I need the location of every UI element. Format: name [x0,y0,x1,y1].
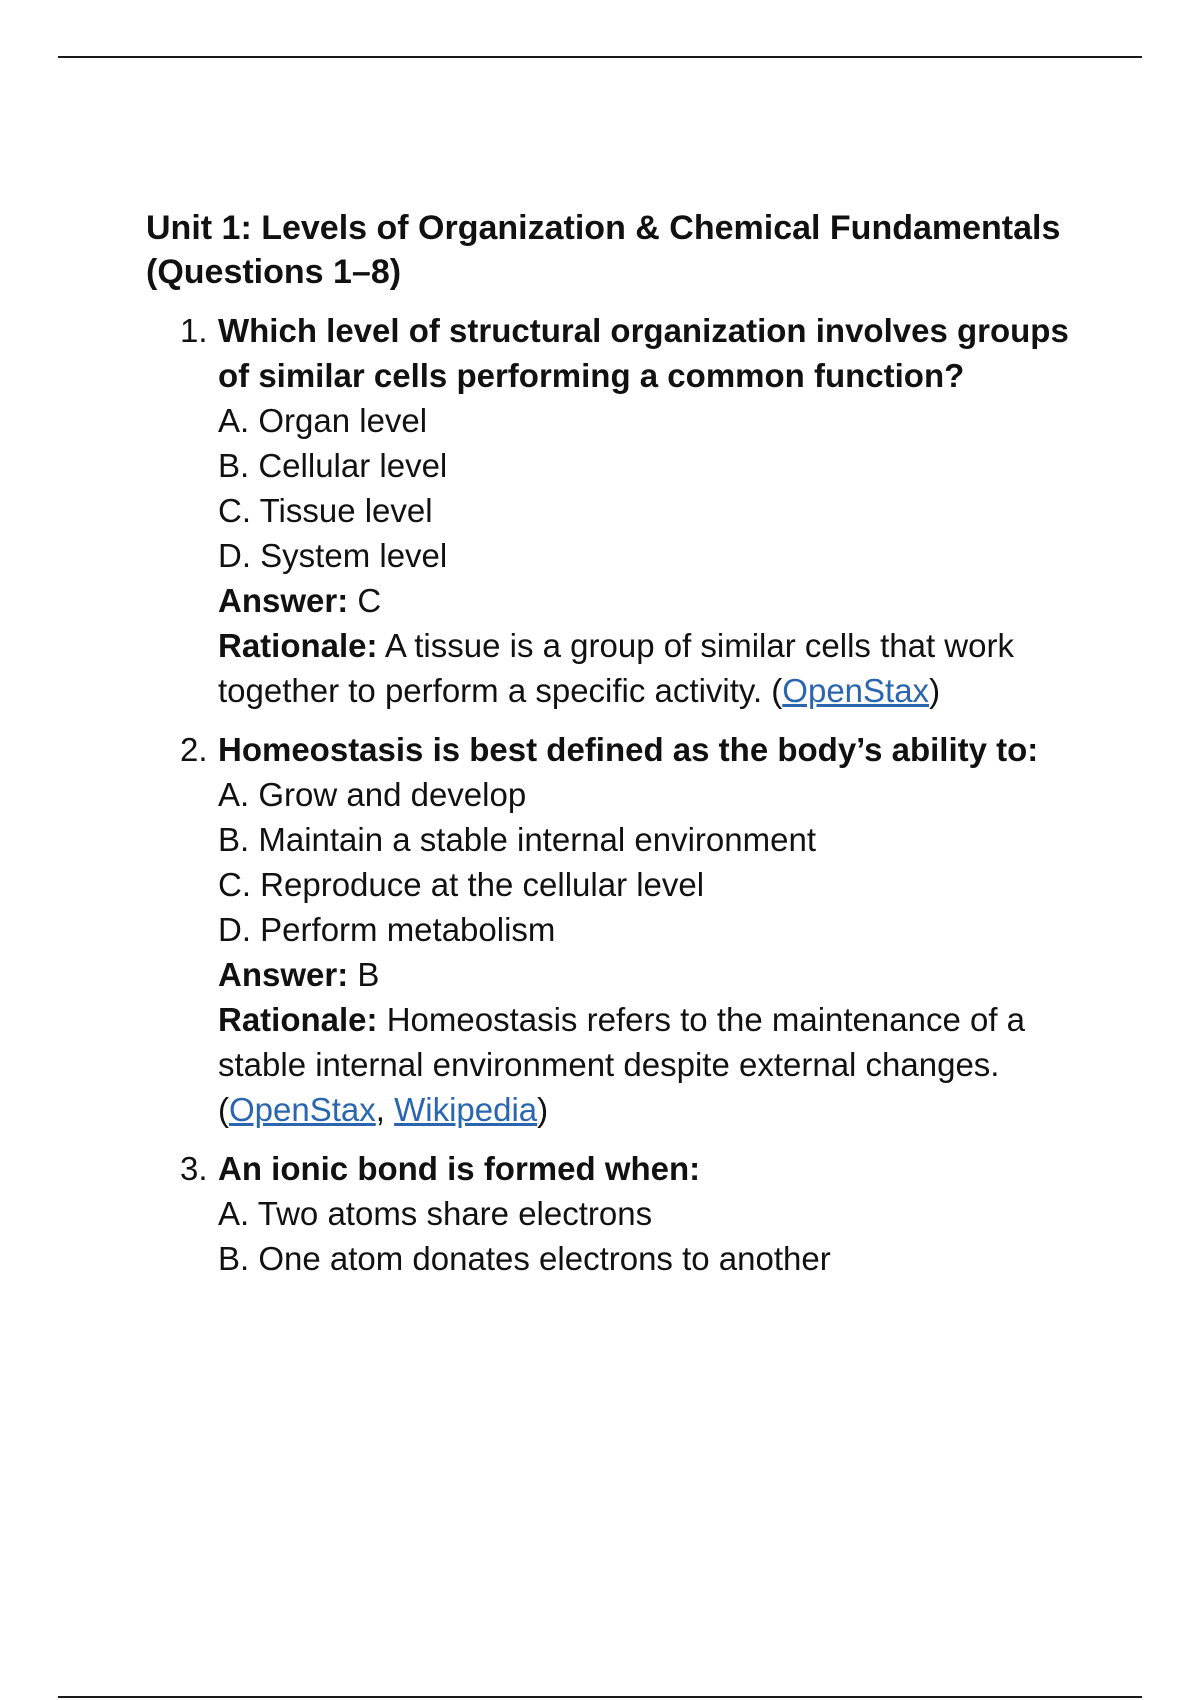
document-body [146,206,1086,1295]
question-3 [146,1146,1086,1281]
rationale-text: A tissue is a group of similar cells that work together to perform a specific activity. [218,627,1014,709]
rationale-line: Rationale: Homeostasis refers to the maintenance of a stable internal environment despite external changes. (OpenStax, Wikipedia) [218,1001,1026,1128]
question-2 [146,727,1086,1132]
option-c: C. Tissue level [218,492,433,529]
question-text: Homeostasis is best defined as the body’s ability to: [218,731,1039,768]
option-a: A. Two atoms share electrons [218,1195,653,1232]
bottom-divider [58,1696,1142,1698]
rationale-label: Rationale: [218,1001,378,1038]
answer-line [218,578,1086,623]
question-number: 3. [180,1150,208,1187]
option-b: B. Cellular level [218,447,448,484]
option-c: C. Reproduce at the cellular level [218,866,705,903]
option-b: B. One atom donates electrons to another [218,1240,831,1277]
answer-value: B [357,956,380,993]
top-divider [58,56,1142,58]
option-a: A. Grow and develop [218,776,527,813]
source-link-openstax[interactable]: OpenStax [782,672,930,709]
rationale-text: Homeostasis refers to the maintenance of a stable internal environment despite external changes. [218,1001,1026,1083]
question-1 [146,308,1086,713]
question-text: Which level of structural organization involves groups of similar cells performing a common function? [218,312,1069,394]
source-link-openstax[interactable]: OpenStax [229,1091,376,1128]
question-number: 2. [180,731,208,768]
unit-title: Unit 1: Levels of Organization & Chemical Fundamentals (Questions 1–8) [146,209,1061,291]
option-b: B. Maintain a stable internal environment [218,821,816,858]
option-a: A. Organ level [218,402,428,439]
source-link-wikipedia[interactable]: Wikipedia [394,1091,538,1128]
option-d: D. System level [218,537,448,574]
answer-value: C [357,582,382,619]
answer-line [218,952,1086,997]
option-d: D. Perform metabolism [218,911,556,948]
answer-label: Answer: [218,582,349,619]
question-number: 1. [180,312,208,349]
answer-label: Answer: [218,956,349,993]
rationale-label: Rationale: [218,627,378,664]
question-text: An ionic bond is formed when: [218,1150,701,1187]
rationale-line: Rationale: A tissue is a group of similar cells that work together to perform a specific activity. (OpenStax) [218,627,1014,709]
